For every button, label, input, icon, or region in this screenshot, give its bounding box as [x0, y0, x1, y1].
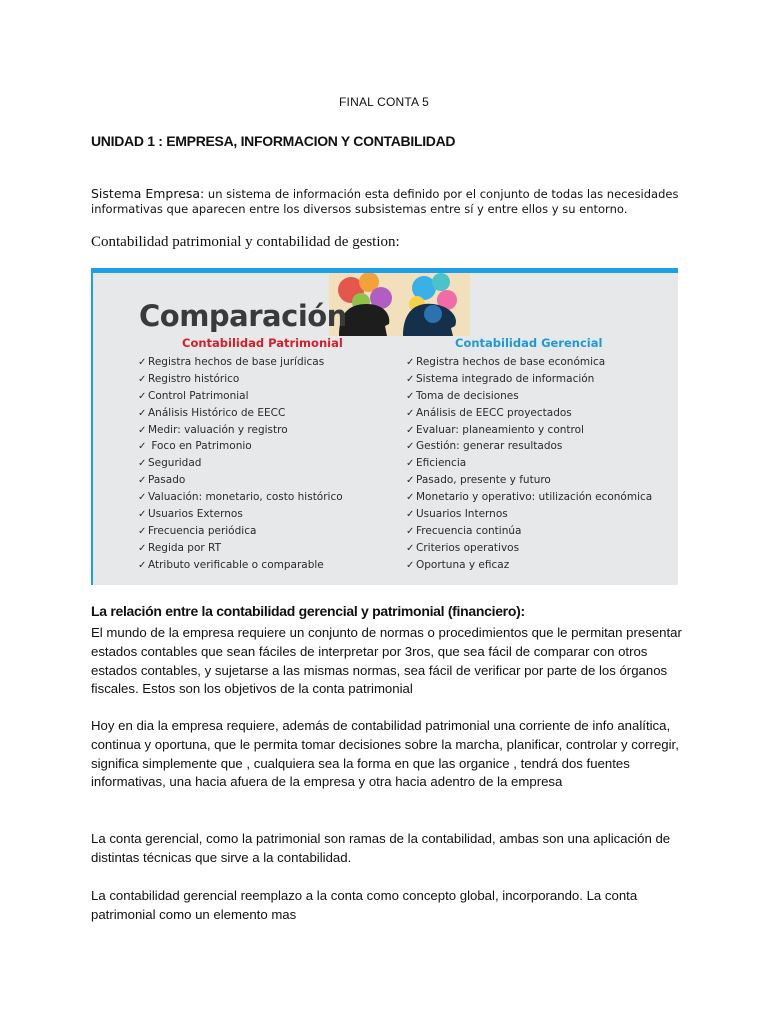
figure-title: Comparación — [139, 299, 347, 333]
comparison-item — [138, 438, 343, 455]
comparison-item — [406, 472, 652, 489]
comparison-item-text: Registro histórico — [148, 372, 240, 385]
check-icon: ✓ — [138, 407, 147, 419]
comparison-item — [138, 405, 343, 422]
check-icon: ✓ — [138, 542, 147, 554]
comparison-item-text: Pasado, presente y futuro — [416, 474, 551, 487]
check-icon: ✓ — [406, 407, 415, 419]
comparison-item — [406, 540, 652, 557]
check-icon: ✓ — [406, 542, 415, 554]
check-icon: ✓ — [138, 441, 147, 453]
comparison-item — [138, 422, 343, 439]
paragraph-3: La conta gerencial, como la patrimonial son ramas de la contabilidad, ambas son una aplicación de distintas técnicas que sirve a la contabilidad. — [91, 831, 671, 865]
heads-image — [329, 268, 470, 336]
comparison-item — [406, 455, 652, 472]
comparison-item-text: Medir: valuación y registro — [148, 423, 288, 436]
comparison-item — [406, 371, 652, 388]
comparison-item — [406, 557, 652, 574]
comparison-item — [406, 354, 652, 371]
comparison-item — [138, 388, 343, 405]
check-icon: ✓ — [138, 357, 147, 368]
heads-illustration — [329, 268, 470, 336]
sistema-definition: un sistema de información esta definido por el conjunto de todas las necesidades informativas que aparecen entre los diversos subsistemas entre sí y entre ellos y su entorno. — [91, 187, 679, 216]
sistema-term: Sistema Empresa: — [91, 186, 205, 201]
comparison-item — [138, 523, 343, 540]
comparison-item-text: Usuarios Externos — [148, 508, 243, 521]
check-icon: ✓ — [138, 509, 147, 521]
comparison-item — [406, 422, 652, 439]
check-icon: ✓ — [138, 475, 147, 487]
comparison-item-text: Seguridad — [148, 457, 202, 470]
check-icon: ✓ — [406, 458, 415, 470]
sistema-paragraph — [91, 186, 691, 217]
check-icon: ✓ — [138, 525, 147, 537]
check-icon: ✓ — [138, 458, 147, 470]
check-icon: ✓ — [138, 424, 147, 436]
comparison-item — [138, 455, 343, 472]
comparison-item-text: Gestión: generar resultados — [416, 440, 563, 453]
comparison-item-text: Registra hechos de base económica — [416, 356, 606, 368]
check-icon: ✓ — [406, 475, 415, 487]
document-title: FINAL CONTA 5 — [339, 95, 429, 109]
comparison-item — [138, 354, 343, 371]
comparison-item — [406, 523, 652, 540]
comparison-item-text: Eficiencia — [416, 457, 467, 470]
paragraph-2: Hoy en dia la empresa requiere, además de contabilidad patrimonial una corriente de info analítica, continua y oportuna, que le permita tomar decisiones sobre la marcha, planificar, controlar y corregir, significa simplemente que , cualquiera sea la forma en que las organice , tendrá dos fuentes informativas, una hacia afuera de la empresa y otra hacia adentro de la empresa — [91, 718, 679, 790]
comparison-item-text: Análisis Histórico de EECC — [148, 406, 286, 419]
comparison-item — [138, 557, 343, 574]
comparison-item-text: Oportuna y eficaz — [416, 558, 510, 571]
check-icon: ✓ — [406, 509, 415, 521]
comparison-item — [138, 506, 343, 523]
comparison-item-text: Foco en Patrimonio — [148, 440, 252, 453]
comparison-item — [406, 489, 652, 506]
comparison-item — [406, 438, 652, 455]
check-icon: ✓ — [138, 390, 147, 402]
comparison-item-text: Atributo verificable o comparable — [148, 558, 324, 571]
comparison-item-text: Criterios operativos — [416, 541, 520, 554]
check-icon: ✓ — [406, 390, 415, 402]
comparison-item-text: Control Patrimonial — [148, 389, 249, 402]
comparison-item-text: Valuación: monetario, costo histórico — [148, 491, 343, 504]
comparison-item — [406, 388, 652, 405]
comparison-item — [406, 506, 652, 523]
comparison-item-text: Toma de decisiones — [416, 389, 519, 402]
check-icon: ✓ — [406, 525, 415, 537]
comparison-item-text: Registra hechos de base jurídicas — [148, 356, 325, 368]
comparison-item-text: Frecuencia periódica — [148, 524, 257, 537]
check-icon: ✓ — [406, 492, 415, 504]
comparison-item-text: Sistema integrado de información — [416, 372, 595, 385]
check-icon: ✓ — [406, 441, 415, 453]
comparison-item — [138, 371, 343, 388]
check-icon: ✓ — [406, 559, 415, 571]
right-column-header: Contabilidad Gerencial — [455, 336, 603, 350]
left-column-header: Contabilidad Patrimonial — [182, 336, 343, 350]
comparison-item-text: Frecuencia continúa — [416, 524, 522, 537]
comparison-item — [138, 540, 343, 557]
paragraph-4: La contabilidad gerencial reemplazo a la conta como concepto global, incorporando. La conta patrimonial como un elemento mas — [91, 888, 638, 922]
check-icon: ✓ — [138, 559, 147, 571]
relation-heading: La relación entre la contabilidad gerencial y patrimonial (financiero): — [91, 603, 525, 619]
left-comparison-list — [138, 354, 343, 574]
unit-heading: UNIDAD 1 : EMPRESA, INFORMACION Y CONTABILIDAD — [91, 133, 456, 149]
comparison-figure — [91, 268, 678, 585]
paragraph-1: El mundo de la empresa requiere un conjunto de normas o procedimientos que le permitan presentar estados contables que sean fáciles de interpretar por 3ros, que sea fácil de comparar con otros estados contables, y sujetarse a las mismas normas, sea fácil de verificar por parte de los órganos fiscales. Estos son los objetivos de la conta patrimonial — [91, 625, 682, 697]
comparison-item — [138, 489, 343, 506]
comparison-item — [138, 472, 343, 489]
right-comparison-list — [406, 354, 652, 574]
check-icon: ✓ — [406, 357, 415, 368]
comparison-item-text: Monetario y operativo: utilización económica — [416, 491, 653, 504]
comparison-item-text: Regida por RT — [148, 541, 221, 554]
check-icon: ✓ — [406, 373, 415, 385]
comparison-item-text: Evaluar: planeamiento y control — [416, 423, 584, 436]
check-icon: ✓ — [138, 492, 147, 504]
comparison-item-text: Análisis de EECC proyectados — [416, 406, 572, 419]
contabilidad-subheading: Contabilidad patrimonial y contabilidad de gestion: — [91, 234, 400, 250]
comparison-item-text: Usuarios Internos — [416, 508, 508, 521]
comparison-item-text: Pasado — [148, 474, 186, 487]
check-icon: ✓ — [406, 424, 415, 436]
check-icon: ✓ — [138, 373, 147, 385]
comparison-item — [406, 405, 652, 422]
